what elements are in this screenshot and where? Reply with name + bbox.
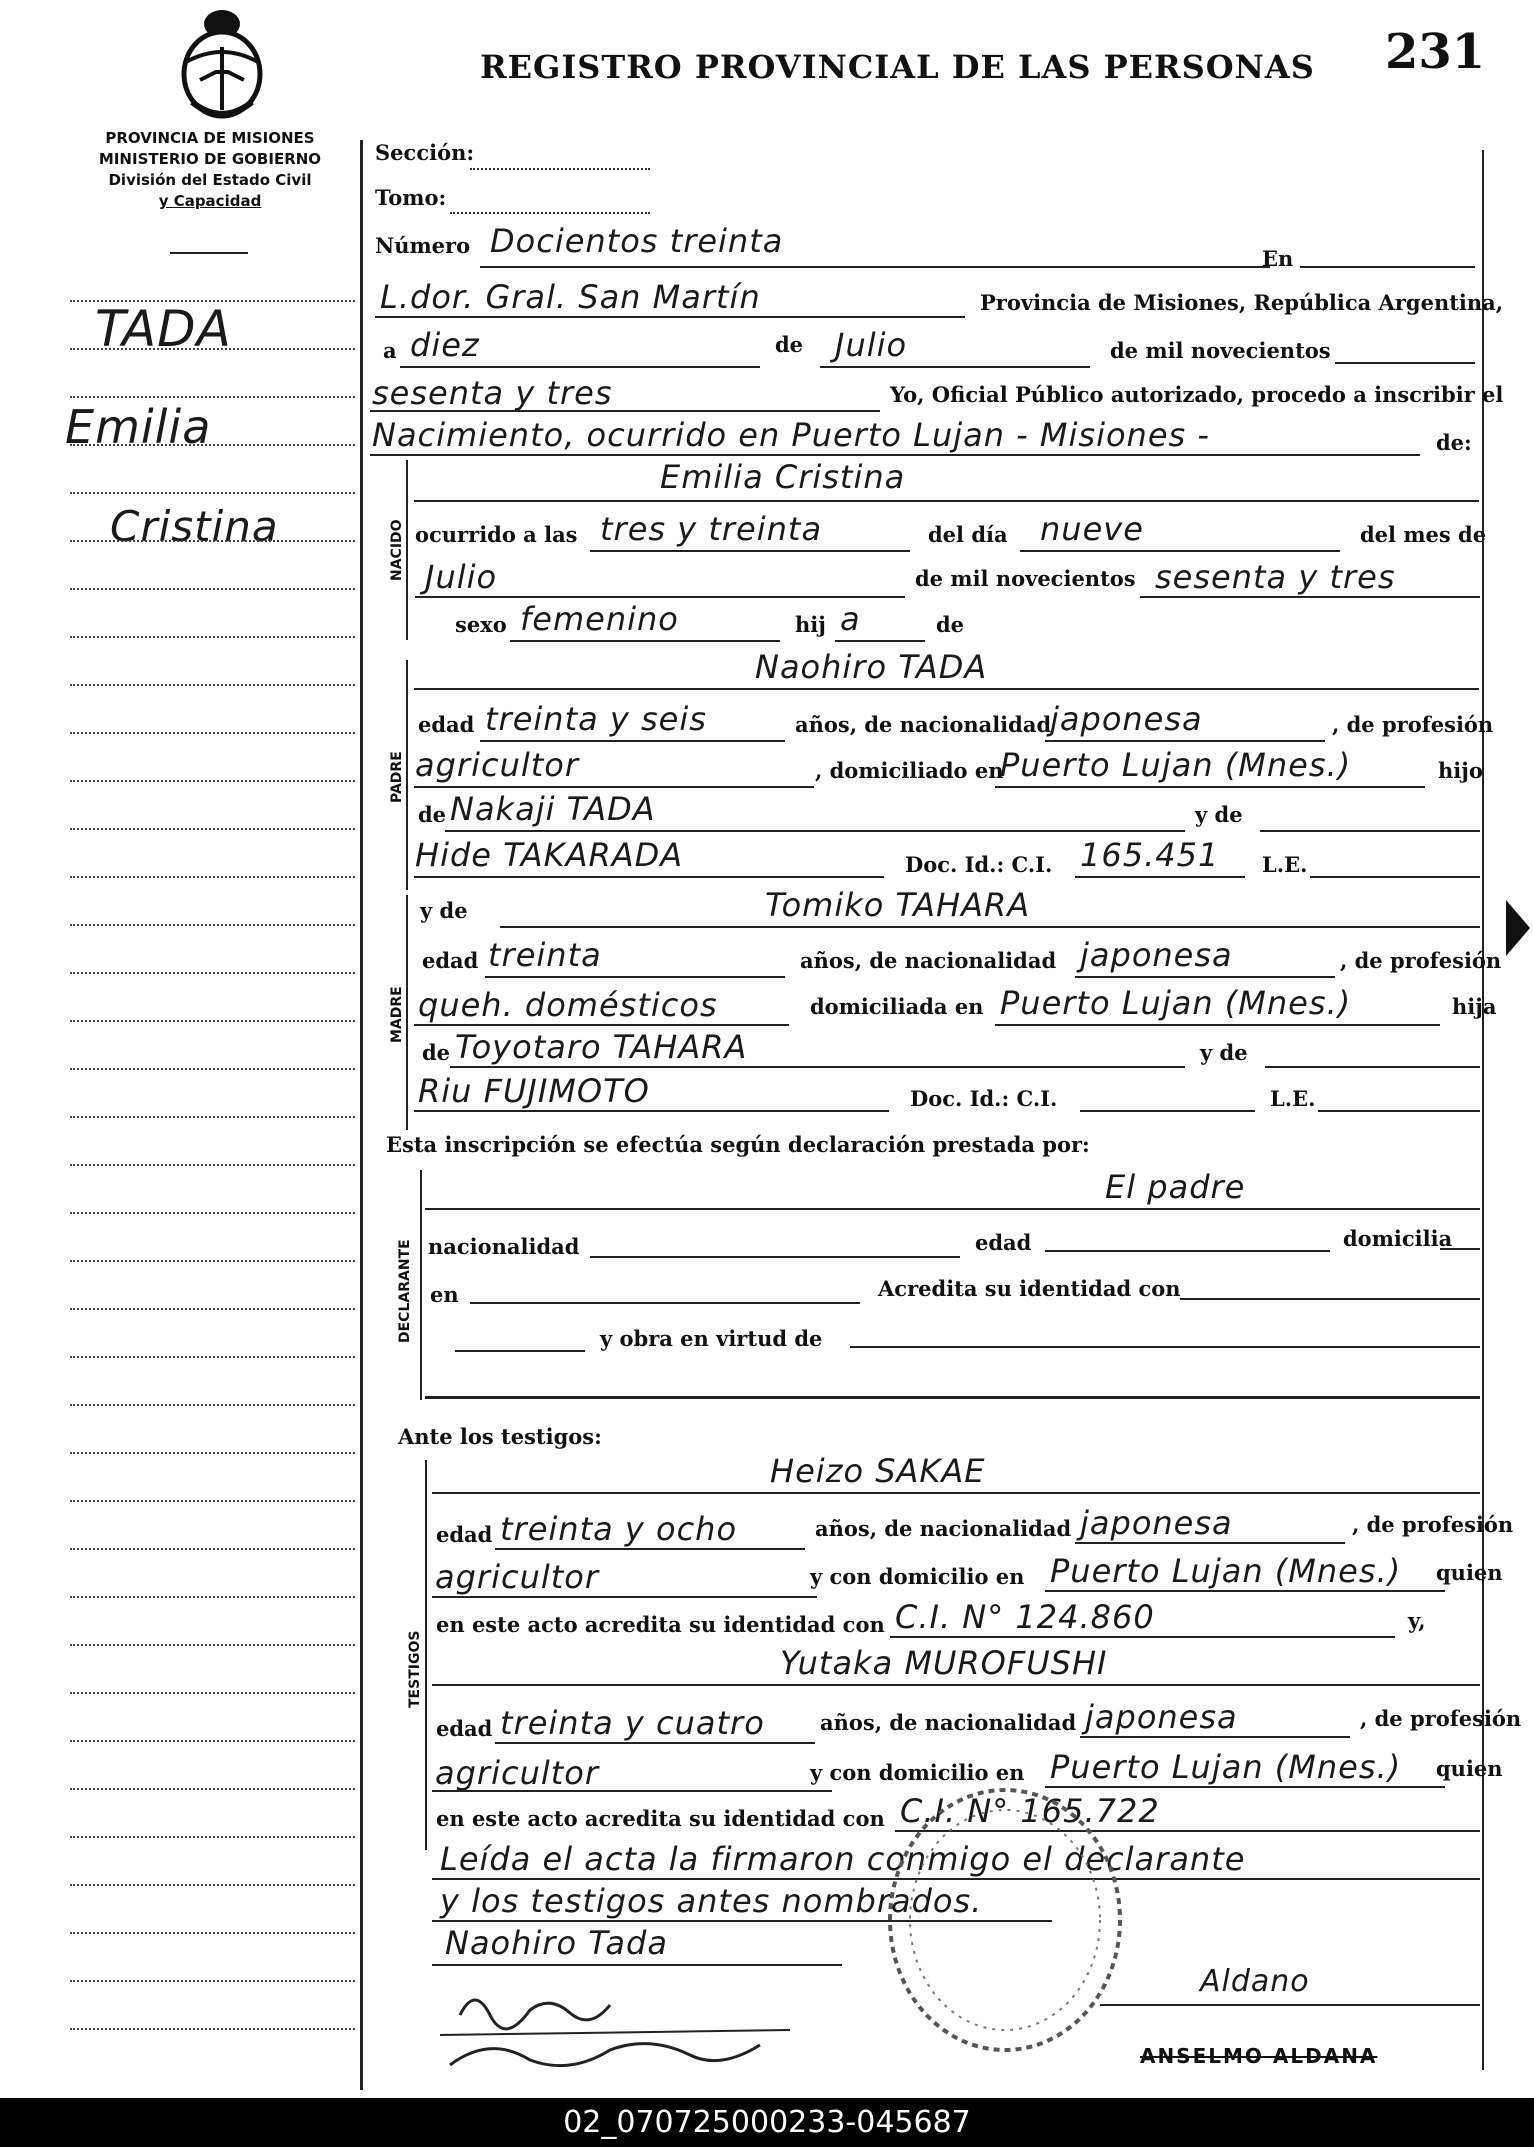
- madre-padre-line: [450, 1066, 1185, 1068]
- margin-rule-line: [70, 1692, 355, 1694]
- margin-rule-line: [70, 1116, 355, 1118]
- de-mil-nov-label: de mil novecientos: [915, 566, 1136, 591]
- t1-y-label: y,: [1408, 1608, 1426, 1633]
- madre-dom-line: [995, 1024, 1440, 1026]
- margin-rule-line: [70, 1308, 355, 1310]
- sexo-label: sexo: [455, 612, 507, 637]
- t1-ci-line: [890, 1636, 1395, 1638]
- mes-nac-line: [415, 596, 905, 598]
- seccion-line: [470, 168, 650, 170]
- declarante-edad-label: edad: [975, 1230, 1032, 1255]
- org-line-4: y Capacidad: [158, 192, 262, 210]
- declarante-value: El padre: [1105, 1168, 1246, 1206]
- padre-bracket: [406, 660, 408, 890]
- madre-y-de-label-2: y de: [1200, 1040, 1248, 1065]
- madre-edad-label: edad: [422, 948, 479, 973]
- madre-anios-label: años, de nacionalidad: [800, 948, 1057, 973]
- margin-rule-line: [70, 588, 355, 590]
- t2-quien-label: quien: [1436, 1756, 1503, 1781]
- margin-rule-line: [70, 1788, 355, 1790]
- org-line-3: División del Estado Civil: [108, 171, 312, 189]
- padre-edad-value: treinta y seis: [485, 700, 707, 738]
- t1-anios-label: años, de nacionalidad: [815, 1516, 1072, 1541]
- t1-edad-line: [495, 1548, 805, 1550]
- padre-padre-de-label: de: [418, 802, 447, 827]
- margin-rule-line: [70, 348, 355, 350]
- official-signature-rule: [1100, 2004, 1480, 2006]
- t2-prof-line: [432, 1790, 832, 1792]
- obra-line: [850, 1346, 1480, 1348]
- t2-anios-label: años, de nacionalidad: [820, 1710, 1077, 1735]
- t1-quien-label: quien: [1436, 1560, 1503, 1585]
- tomo-line: [450, 212, 650, 214]
- mes-line: [820, 366, 1090, 368]
- margin-rule-line: [70, 1404, 355, 1406]
- anio-nac-value: sesenta y tres: [1155, 558, 1396, 596]
- left-margin-divider: [360, 140, 363, 2090]
- margin-rule-line: [70, 1452, 355, 1454]
- mes-nac-value: Julio: [425, 558, 498, 596]
- dia-nac-value: nueve: [1040, 510, 1144, 548]
- acredita-line: [1180, 1298, 1480, 1300]
- madre-nac-value: japonesa: [1080, 936, 1233, 974]
- hij-label: hij: [795, 612, 826, 637]
- padre-le-line: [1310, 876, 1480, 878]
- t1-nac-value: japonesa: [1080, 1504, 1233, 1542]
- madre-line: [500, 926, 1480, 928]
- anio-line: [370, 410, 880, 412]
- margin-rule-line: [70, 300, 355, 302]
- org-block: [60, 128, 360, 212]
- madre-y-de-line: [1265, 1066, 1480, 1068]
- testigo2-value: Yutaka MUROFUSHI: [780, 1644, 1108, 1682]
- margin-rule-line: [70, 972, 355, 974]
- t1-ci-value: C.I. N° 124.860: [895, 1598, 1155, 1636]
- declarante-en-line: [470, 1302, 860, 1304]
- padre-nac-value: japonesa: [1050, 700, 1203, 738]
- acredita-label: Acredita su identidad con: [878, 1276, 1181, 1301]
- dia-value: diez: [410, 326, 480, 364]
- hora-line: [590, 550, 910, 552]
- padre-edad-label: edad: [418, 712, 475, 737]
- madre-ci-line: [1080, 1110, 1255, 1112]
- madre-edad-value: treinta: [488, 936, 602, 974]
- padre-dom-line: [995, 786, 1425, 788]
- a-label: a: [383, 338, 397, 363]
- margin-rule-line: [70, 1164, 355, 1166]
- padre-padre-line: [445, 830, 1185, 832]
- domiciliada-label: domiciliada en: [810, 994, 984, 1019]
- en-label: En: [1262, 246, 1294, 271]
- margin-rule-line: [70, 492, 355, 494]
- madre-value: Tomiko TAHARA: [765, 886, 1031, 924]
- margin-rule-line: [70, 924, 355, 926]
- org-line-1: PROVINCIA DE MISIONES: [105, 129, 315, 147]
- tomo-label: Tomo:: [375, 185, 447, 210]
- nombre-nacido-value: Emilia Cristina: [660, 458, 906, 496]
- del-dia-label: del día: [928, 522, 1008, 547]
- dia-line: [400, 366, 760, 368]
- hij-suffix-value: a: [840, 600, 861, 638]
- padre-nac-line: [1045, 740, 1325, 742]
- margin-first-name: Emilia: [65, 400, 212, 454]
- testigos-side-label: TESTIGOS: [407, 1630, 423, 1708]
- padre-ci-line: [1075, 876, 1245, 878]
- seccion-label: Sección:: [375, 140, 475, 165]
- declarante-en-label: en: [430, 1282, 459, 1307]
- padre-doc-label: Doc. Id.: C.I.: [905, 852, 1053, 877]
- sexo-line: [510, 640, 780, 642]
- t2-prof-value: agricultor: [435, 1754, 600, 1792]
- official-signature: Aldano: [1200, 1964, 1310, 1999]
- padre-dom-value: Puerto Lujan (Mnes.): [1000, 746, 1352, 784]
- madre-bracket: [406, 895, 408, 1130]
- margin-rule-line: [70, 540, 355, 542]
- de-label-2: de: [936, 612, 965, 637]
- page-number: 231: [1385, 24, 1486, 80]
- t2-ci-value: C.I. N° 165.722: [900, 1792, 1160, 1830]
- ante-testigos-label: Ante los testigos:: [398, 1424, 602, 1449]
- madre-nac-line: [1075, 976, 1335, 978]
- t2-con-domicilio-label: y con domicilio en: [810, 1760, 1025, 1785]
- anio-nac-line: [1140, 596, 1480, 598]
- padre-prof-line: [414, 786, 814, 788]
- madre-doc-label: Doc. Id.: C.I.: [910, 1086, 1058, 1111]
- del-mes-de-label: del mes de: [1360, 522, 1487, 547]
- padre-value: Naohiro TADA: [755, 648, 988, 686]
- margin-middle-name: Cristina: [110, 502, 279, 551]
- declarante-nac-label: nacionalidad: [428, 1234, 580, 1259]
- t2-nac-value: japonesa: [1085, 1698, 1238, 1736]
- madre-padre-value: Toyotaro TAHARA: [455, 1028, 748, 1066]
- madre-y-de-label: y de: [420, 898, 468, 923]
- madre-le-line: [1318, 1110, 1480, 1112]
- declarante-bracket: [420, 1170, 422, 1400]
- declarante-line: [425, 1208, 1480, 1210]
- obra-label: y obra en virtud de: [600, 1326, 823, 1351]
- padre-side-label: PADRE: [389, 751, 405, 803]
- coat-of-arms-emblem: [172, 2, 272, 122]
- padre-le-label: L.E.: [1262, 852, 1308, 877]
- official-stamp-name: ANSELMO ALDANA: [1140, 2044, 1378, 2068]
- declarante-bottom-line: [425, 1396, 1480, 1399]
- t1-con-domicilio-label: y con domicilio en: [810, 1564, 1025, 1589]
- padre-edad-line: [480, 740, 785, 742]
- t1-prof-line: [432, 1596, 817, 1598]
- madre-le-label: L.E.: [1270, 1086, 1316, 1111]
- de-colon-label: de:: [1436, 430, 1472, 455]
- madre-prof-line: [414, 1024, 789, 1026]
- margin-rule-line: [70, 2028, 355, 2030]
- signature-declarante: Naohiro Tada: [445, 1924, 668, 1962]
- padre-madre-value: Hide TAKARADA: [415, 836, 684, 874]
- margin-rule-line: [70, 780, 355, 782]
- declarante-nac-line: [590, 1256, 960, 1258]
- t2-prof-label: , de profesión: [1360, 1706, 1522, 1731]
- t1-edad-label: edad: [436, 1522, 493, 1547]
- margin-rule-line: [70, 1740, 355, 1742]
- acto-line: [370, 454, 1420, 456]
- margin-rule-line: [70, 1884, 355, 1886]
- domiciliado-label: , domiciliado en: [815, 758, 1004, 783]
- org-line-2: MINISTERIO DE GOBIERNO: [98, 150, 322, 168]
- margin-rule-line: [70, 1836, 355, 1838]
- esta-inscripcion-label: Esta inscripción se efectúa según declaración prestada por:: [386, 1132, 1090, 1157]
- testigos-bracket: [425, 1460, 427, 1850]
- padre-anios-label: años, de nacionalidad: [795, 712, 1052, 737]
- mes-value: Julio: [835, 326, 908, 364]
- padre-y-de-line: [1260, 830, 1480, 832]
- declarante-domicilia-label: domicilia: [1343, 1226, 1453, 1251]
- numero-value: Docientos treinta: [490, 222, 784, 260]
- t2-edad-value: treinta y cuatro: [500, 1704, 765, 1742]
- declarante-side-label: DECLARANTE: [397, 1239, 413, 1343]
- t1-dom-line: [1045, 1590, 1445, 1592]
- hora-value: tres y treinta: [600, 510, 823, 548]
- madre-prof-label: , de profesión: [1340, 948, 1502, 973]
- right-edge-marker: [1506, 900, 1530, 956]
- right-border: [1482, 150, 1484, 2070]
- nacido-side-label: NACIDO: [389, 519, 405, 581]
- testigo2-line: [432, 1684, 1480, 1686]
- margin-rule-line: [70, 1980, 355, 1982]
- margin-rule-line: [70, 1020, 355, 1022]
- acto-value: Nacimiento, ocurrido en Puerto Lujan - Misiones -: [372, 416, 1210, 454]
- sexo-value: femenino: [520, 600, 679, 638]
- anio-line-1: [1335, 362, 1475, 364]
- t2-nac-line: [1080, 1736, 1350, 1738]
- lugar-value: L.dor. Gral. San Martín: [380, 278, 761, 316]
- org-underline: [170, 252, 248, 254]
- nacido-bracket: [406, 460, 408, 640]
- round-seal-stamp: [880, 1780, 1130, 2060]
- lugar-line: [375, 316, 965, 318]
- margin-rule-line: [70, 636, 355, 638]
- margin-rule-line: [70, 1548, 355, 1550]
- madre-prof-value: queh. domésticos: [418, 986, 718, 1024]
- testigo1-value: Heizo SAKAE: [770, 1452, 986, 1490]
- nombre-nacido-line: [414, 500, 1479, 502]
- margin-rule-line: [70, 1500, 355, 1502]
- t2-dom-value: Puerto Lujan (Mnes.): [1050, 1748, 1402, 1786]
- margin-rule-line: [70, 732, 355, 734]
- t1-en-este-acto-label: en este acto acredita su identidad con: [436, 1612, 885, 1637]
- margin-rule-line: [70, 1260, 355, 1262]
- closing-note-line2: y los testigos antes nombrados.: [440, 1882, 983, 1920]
- margin-rule-line: [70, 396, 355, 398]
- t2-edad-line: [495, 1742, 815, 1744]
- hija-label: hija: [1452, 994, 1497, 1019]
- margin-rule-line: [70, 444, 355, 446]
- t1-dom-value: Puerto Lujan (Mnes.): [1050, 1552, 1402, 1590]
- padre-prof-label: , de profesión: [1332, 712, 1494, 737]
- dia-nac-line: [1020, 550, 1340, 552]
- witness-signatures: [430, 1975, 810, 2085]
- margin-surname: TADA: [95, 300, 232, 358]
- margin-rule-line: [70, 828, 355, 830]
- hij-line: [835, 640, 925, 642]
- numero-label: Número: [375, 233, 471, 258]
- t1-prof-value: agricultor: [435, 1558, 600, 1596]
- anio-value: sesenta y tres: [372, 374, 613, 412]
- margin-rule-line: [70, 1932, 355, 1934]
- margin-rule-line: [70, 1212, 355, 1214]
- en-line: [1300, 266, 1475, 268]
- ocurrido-label: ocurrido a las: [415, 522, 578, 547]
- hijo-label: hijo: [1438, 758, 1483, 783]
- numero-line: [480, 266, 1270, 268]
- padre-y-de-label: y de: [1195, 802, 1243, 827]
- t2-en-este-acto-label: en este acto acredita su identidad con: [436, 1806, 885, 1831]
- madre-padre-de-label: de: [422, 1040, 451, 1065]
- closing-note-line1: Leída el acta la firmaron conmigo el declarante: [440, 1840, 1246, 1878]
- margin-rule-line: [70, 684, 355, 686]
- t1-nac-line: [1075, 1542, 1345, 1544]
- t1-prof-label: , de profesión: [1352, 1512, 1514, 1537]
- de-mil-novecientos-label: de mil novecientos: [1110, 338, 1331, 363]
- margin-rule-line: [70, 1068, 355, 1070]
- t1-edad-value: treinta y ocho: [500, 1510, 738, 1548]
- madre-dom-value: Puerto Lujan (Mnes.): [1000, 984, 1352, 1022]
- margin-rule-line: [70, 876, 355, 878]
- declarante-domicilia-line: [1440, 1248, 1480, 1250]
- document-id-footer: 02_070725000233-045687: [0, 2098, 1534, 2147]
- declarante-edad-line: [1045, 1250, 1330, 1252]
- provincia-label: Provincia de Misiones, República Argentina,: [980, 290, 1504, 315]
- signature-declarante-rule: [432, 1964, 842, 1966]
- t2-edad-label: edad: [436, 1716, 493, 1741]
- madre-side-label: MADRE: [389, 986, 405, 1043]
- madre-edad-line: [485, 976, 785, 978]
- padre-ci-value: 165.451: [1080, 836, 1220, 874]
- testigo1-line: [432, 1492, 1480, 1494]
- madre-madre-value: Riu FUJIMOTO: [418, 1072, 650, 1110]
- de-label-1: de: [775, 332, 804, 357]
- obra-pre-line: [455, 1350, 585, 1352]
- margin-rule-line: [70, 1356, 355, 1358]
- madre-madre-line: [414, 1110, 889, 1112]
- padre-madre-line: [414, 876, 884, 878]
- margin-rule-line: [70, 1596, 355, 1598]
- padre-prof-value: agricultor: [415, 746, 580, 784]
- oficial-label: Yo, Oficial Público autorizado, procedo a inscribir el: [890, 382, 1504, 407]
- padre-line: [414, 688, 1479, 690]
- document-title: REGISTRO PROVINCIAL DE LAS PERSONAS: [480, 48, 1315, 86]
- padre-padre-value: Nakaji TADA: [450, 790, 656, 828]
- margin-rule-line: [70, 1644, 355, 1646]
